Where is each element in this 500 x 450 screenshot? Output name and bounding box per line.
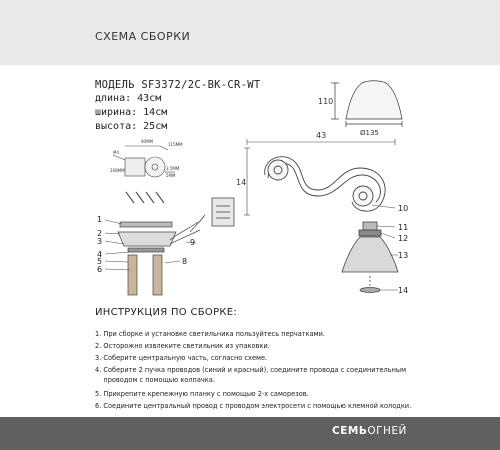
footer-band <box>0 417 500 450</box>
callout-1: 1 <box>97 215 103 224</box>
instruction-step: проводом с помощью колпачка. <box>95 376 215 384</box>
brand-bold: СЕМЬ <box>332 425 368 437</box>
spec-width: ширина: 14см <box>95 107 168 118</box>
small-dim-e: 3.5MM <box>166 166 180 171</box>
fixture-width-label: 14 <box>236 178 247 187</box>
callout-3: 3 <box>97 237 103 246</box>
callout-13: 13 <box>398 251 409 260</box>
callout-2: 2 <box>97 229 103 238</box>
callout-6: 6 <box>97 265 103 274</box>
callout-5: 5 <box>97 257 103 266</box>
instruction-step: 6. Соедините центральный провод с проводом электросети с помощью клемной колодки. <box>95 402 412 410</box>
callout-12: 12 <box>398 234 409 243</box>
spec-height: высота: 25см <box>95 121 168 132</box>
shade-height-label: 110 <box>318 97 334 106</box>
brand-light: ОГНЕЙ <box>367 425 407 437</box>
instruction-step: 4. Соберите 2 пучка проводов (синий и красный), соедините провода с соединительным <box>95 366 407 374</box>
page-title: СХЕМА СБОРКИ <box>95 30 191 43</box>
instructions-title: ИНСТРУКЦИЯ ПО СБОРКЕ: <box>95 307 238 318</box>
spec-length: длина: 43см <box>95 93 162 104</box>
small-dim-a: 90MM <box>141 139 153 144</box>
small-dim-b: 115MM <box>168 142 183 147</box>
small-dim-d: M4 <box>113 150 119 155</box>
small-dim-f: 5MM <box>166 173 176 178</box>
small-dim-c: 108MM <box>110 168 125 173</box>
brand-logo <box>332 425 407 437</box>
instruction-step: 3. Соберите центральную часть, согласно схеме. <box>95 354 268 362</box>
instruction-step: 1. При сборке и установке светильника пользуйтесь перчатками. <box>95 330 325 338</box>
callout-9: 9 <box>190 238 196 247</box>
callout-4: 4 <box>97 250 103 259</box>
fixture-length-label: 43 <box>316 131 327 140</box>
callout-10: 10 <box>398 204 409 213</box>
instruction-step: 2. Осторожно извлеките светильник из упаковки. <box>95 342 270 350</box>
callout-8: 8 <box>182 257 188 266</box>
model-name: МОДЕЛЬ SF3372/2C-BK-CR-WT <box>95 79 261 91</box>
callout-14: 14 <box>398 286 409 295</box>
instruction-steps <box>95 328 411 412</box>
instruction-step: 5. Прикрепите крепежную планку с помощью 2-х саморезов. <box>95 390 309 398</box>
shade-diameter-label: Ø135 <box>360 129 379 137</box>
callout-11: 11 <box>398 223 409 232</box>
